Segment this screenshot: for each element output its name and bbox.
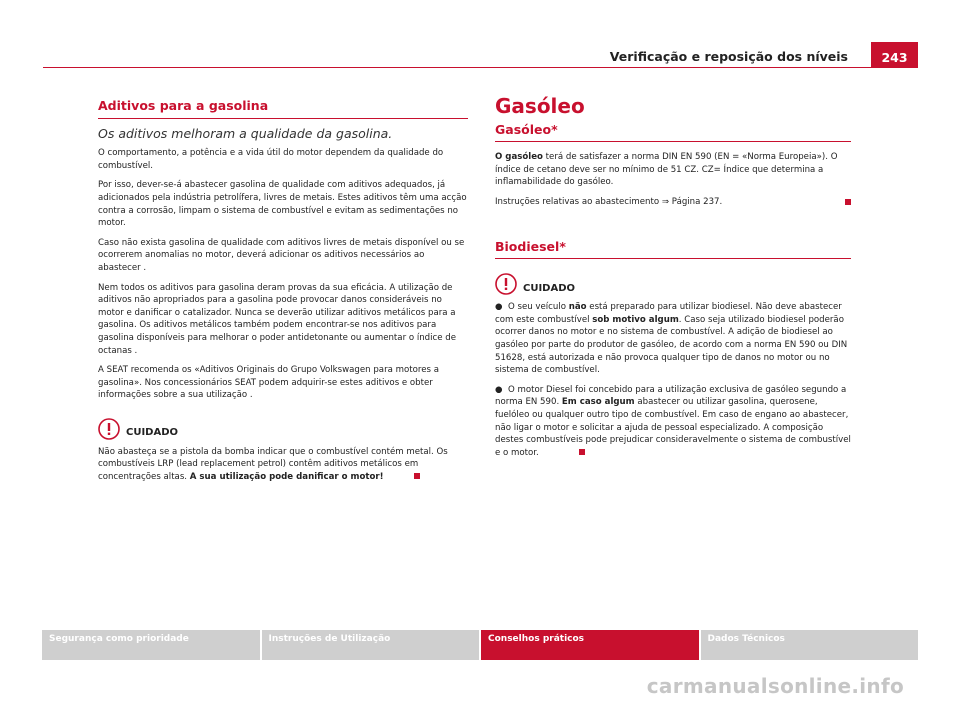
page-number: 243 <box>871 42 918 67</box>
warning-icon <box>495 273 517 295</box>
page-reference-link[interactable]: Instruções relativas ao abastecimento ⇒ Página 237. <box>495 196 723 207</box>
gasoleo-reference <box>495 196 851 209</box>
tab-conselhos[interactable]: Conselhos práticos <box>481 630 701 660</box>
tab-seguranca[interactable]: Segurança como prioridade <box>42 630 262 660</box>
section-end-mark <box>579 449 585 455</box>
bullet-2-text-a: O motor Diesel foi concebido para a utilização exclusiva de gasóleo segundo a norma EN 590. <box>495 384 847 408</box>
bullet-2-emphasis: Em caso algum <box>561 397 635 408</box>
bullet-1-text-a: O seu veículo <box>507 302 569 313</box>
bullet-2-text-b: abastecer ou utilizar gasolina, querosene, fuelóleo ou qualquer outro tipo de combustível. Em caso de engano ao abastecer, não ligar o motor e solicitar a ajuda de pessoal especializado. A composição destes combustíveis pode prejudicar consideravelmente o sistema de combustível e o motor. <box>495 397 851 458</box>
tab-dados-tecnicos[interactable]: Dados Técnicos <box>701 630 919 660</box>
caution-label: CUIDADO <box>523 282 576 294</box>
paragraph-3: Caso não exista gasolina de qualidade com aditivos livres de metais disponível ou se ocorrerem anomalias no motor, deverá adicionar os aditivos necessários ao abastecer . <box>98 237 465 273</box>
paragraph-1: O comportamento, a potência e a vida útil do motor dependem da qualidade do combustível. <box>98 148 444 171</box>
section-end-mark <box>414 473 420 479</box>
bullet-1-text-b: está preparado para utilizar biodiesel. Não deve abastecer com este combustível <box>495 302 842 325</box>
caution-label: CUIDADO <box>126 427 179 439</box>
section-heading-biodiesel: Biodiesel* <box>495 241 851 260</box>
section-heading-gasoleo: Gasóleo* <box>495 124 851 143</box>
right-column <box>495 94 851 466</box>
lead-text: Os aditivos melhoram a qualidade da gasolina. <box>98 125 393 141</box>
bullet-icon: ● <box>495 384 503 395</box>
warning-icon <box>98 418 120 440</box>
section-end-mark <box>845 199 851 205</box>
paragraph-4: Nem todos os aditivos para gasolina deram provas da sua eficácia. A utilização de aditivos não apropriados para a gasolina pode provocar danos consideráveis no motor e danificar o catalizador. Nunca se deverão utilizar aditivos metálicos para a gasolina. Os aditivos metálicos também podem encontrar-se nos aditivos para gasolina disponíveis para melhorar o poder antidetonante ou aumentar o índice de octanas . <box>98 282 456 356</box>
header-rule <box>43 67 918 68</box>
chapter-tabs <box>42 630 918 660</box>
bullet-1-emphasis-1: não <box>568 302 587 313</box>
caution-header-right <box>495 273 851 295</box>
bullet-icon: ● <box>495 302 503 313</box>
gasoleo-text: terá de satisfazer a norma DIN EN 590 (EN = «Norma Europeia»). O índice de cetano deve ser no mínimo de 51 CZ. CZ= Índice que determina a inflamabilidade do gasóleo. <box>495 152 838 188</box>
tab-instrucoes[interactable]: Instruções de Utilização <box>262 630 482 660</box>
bullet-1-text-c: . Caso seja utilizado biodiesel poderão ocorrer danos no motor e no sistema de combustível. A adição de biodiesel ao gasóleo por parte do produtor de gasóleo, de acordo com a norma EN 590 ou DIN 51628, está autorizada e não provoca qualquer tipo de danos no motor ou no sistema de combustível. <box>495 314 848 376</box>
watermark: carmanualsonline.info <box>646 674 904 698</box>
page-title-gasoleo: Gasóleo <box>495 94 585 118</box>
caution-text-left <box>98 446 468 484</box>
caution-header-left <box>98 418 468 440</box>
caution-bullet-2 <box>495 384 851 460</box>
caution-emphasis: A sua utilização pode danificar o motor! <box>189 472 384 483</box>
gasoleo-term: O gasóleo <box>495 152 543 163</box>
section-heading-additives: Aditivos para a gasolina <box>98 100 468 119</box>
running-header-title: Verificação e reposição dos níveis <box>609 49 848 64</box>
paragraph-5: A SEAT recomenda os «Aditivos Originais do Grupo Volkswagen para motores a gasolina». Nos concessionários SEAT podem adquirir-se estes aditivos e obter informações sobre a sua utilização . <box>98 365 439 401</box>
caution-body: Não abasteça se a pistola da bomba indicar que o combustível contém metal. Os combustíveis LRP (lead replacement petrol) contêm aditivos metálicos em concentrações altas. <box>98 446 448 483</box>
left-column <box>98 100 468 491</box>
gasoleo-paragraph <box>495 151 851 189</box>
paragraph-2: Por isso, dever-se-á abastecer gasolina de qualidade com aditivos adequados, já adicionados pela indústria petrolífera, livres de metais. Estes aditivos têm uma acção contra a corrosão, limpam o sistema de combustível e evitam as sedimentações no motor. <box>98 180 467 229</box>
caution-bullet-1 <box>495 301 851 377</box>
bullet-1-emphasis-2: sob motivo algum <box>592 314 679 325</box>
